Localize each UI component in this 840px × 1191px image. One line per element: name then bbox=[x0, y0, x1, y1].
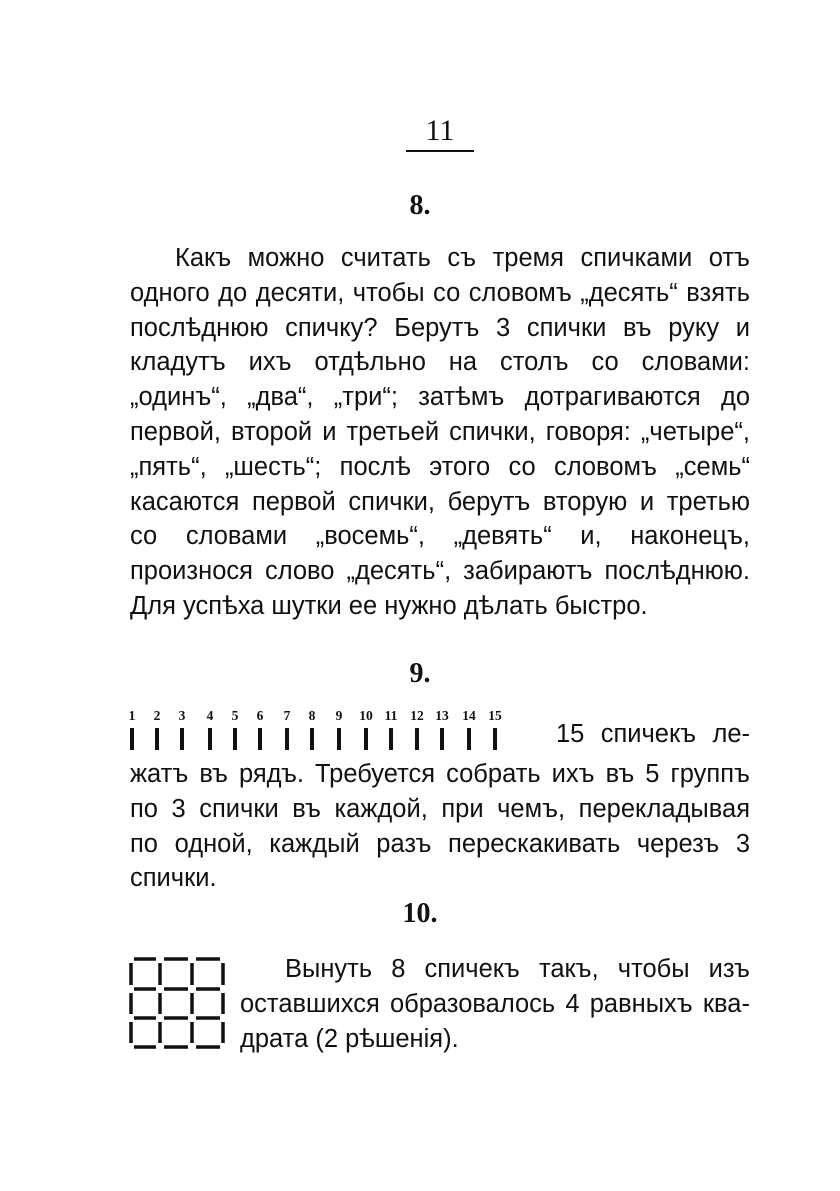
section-9-line: по одной, каждый разъ перескакивать черезъ 3 bbox=[130, 829, 750, 858]
matchstick-grid-figure bbox=[128, 955, 226, 1051]
match-label: 7 bbox=[283, 708, 291, 723]
section-8-heading: 8. bbox=[409, 190, 431, 221]
section-10-line: Вынуть 8 спичекъ такъ, чтобы изъ bbox=[285, 955, 750, 983]
match-label: 11 bbox=[384, 708, 398, 723]
match-label: 12 bbox=[410, 708, 424, 723]
match-label: 10 bbox=[359, 708, 373, 723]
match-label: 4 bbox=[206, 708, 214, 723]
match-stick bbox=[493, 728, 497, 750]
match-label: 13 bbox=[435, 708, 449, 723]
match-label: 3 bbox=[178, 708, 186, 723]
match-stick bbox=[467, 728, 471, 750]
match-label: 1 bbox=[128, 708, 136, 723]
match-stick bbox=[208, 728, 212, 750]
match-label: 8 bbox=[308, 708, 316, 723]
match-stick bbox=[155, 728, 159, 750]
section-9-line: спички. bbox=[130, 864, 217, 893]
section-10-line: драта (2 рѣшенія). bbox=[240, 1024, 459, 1053]
section-9-first-line: 15 спичекъ ле- bbox=[556, 720, 750, 748]
match-stick bbox=[130, 728, 134, 750]
section-10-line: оставшихся образовалось 4 равныхъ ква- bbox=[240, 989, 750, 1018]
match-number-labels bbox=[124, 708, 514, 724]
section-10-paragraph bbox=[240, 952, 750, 1056]
section-9-heading: 9. bbox=[409, 658, 431, 689]
section-9-line: жатъ въ рядъ. Требуется собрать ихъ въ 5 группъ bbox=[130, 760, 750, 788]
match-stick bbox=[285, 728, 289, 750]
match-stick bbox=[440, 728, 444, 750]
match-stick bbox=[337, 728, 341, 750]
page-number: 11 bbox=[425, 114, 455, 147]
match-label: 9 bbox=[335, 708, 343, 723]
match-stick bbox=[364, 728, 368, 750]
section-8-paragraph: Какъ можно считать съ тремя спичками отъ одного до десяти, чтобы со словомъ „десять“ взять послѣднюю спичку? Берутъ 3 спички въ руку и кладутъ ихъ отдѣльно на столъ со словами: „одинъ“, „два“, „три“; затѣмъ дотрагиваются до первой, второй и третьей спички, говоря: „четыре“, „пять“, „шесть“; послѣ этого со словомъ „семь“ касаются первой спички, берутъ вторую и третью со словами „восемь“, „девять“ и, наконецъ, произнося слово „десять“, забираютъ послѣднюю. Для успѣха шутки ее нужно дѣлать быстро. bbox=[130, 244, 750, 620]
match-stick bbox=[233, 728, 237, 750]
page-number-rule bbox=[406, 150, 474, 152]
match-stick bbox=[389, 728, 393, 750]
matchstick-grid-svg bbox=[128, 955, 226, 1051]
match-label: 15 bbox=[488, 708, 502, 723]
section-10-heading: 10. bbox=[402, 898, 438, 929]
match-label: 6 bbox=[256, 708, 264, 723]
match-stick bbox=[180, 728, 184, 750]
match-label: 5 bbox=[231, 708, 239, 723]
match-row bbox=[124, 728, 514, 752]
match-stick bbox=[258, 728, 262, 750]
match-label: 14 bbox=[462, 708, 476, 723]
match-label: 2 bbox=[153, 708, 161, 723]
section-9-paragraph bbox=[130, 757, 750, 896]
section-9-line: по 3 спички въ каждой, при чемъ, перекладывая bbox=[130, 794, 750, 823]
match-stick bbox=[310, 728, 314, 750]
match-stick bbox=[415, 728, 419, 750]
